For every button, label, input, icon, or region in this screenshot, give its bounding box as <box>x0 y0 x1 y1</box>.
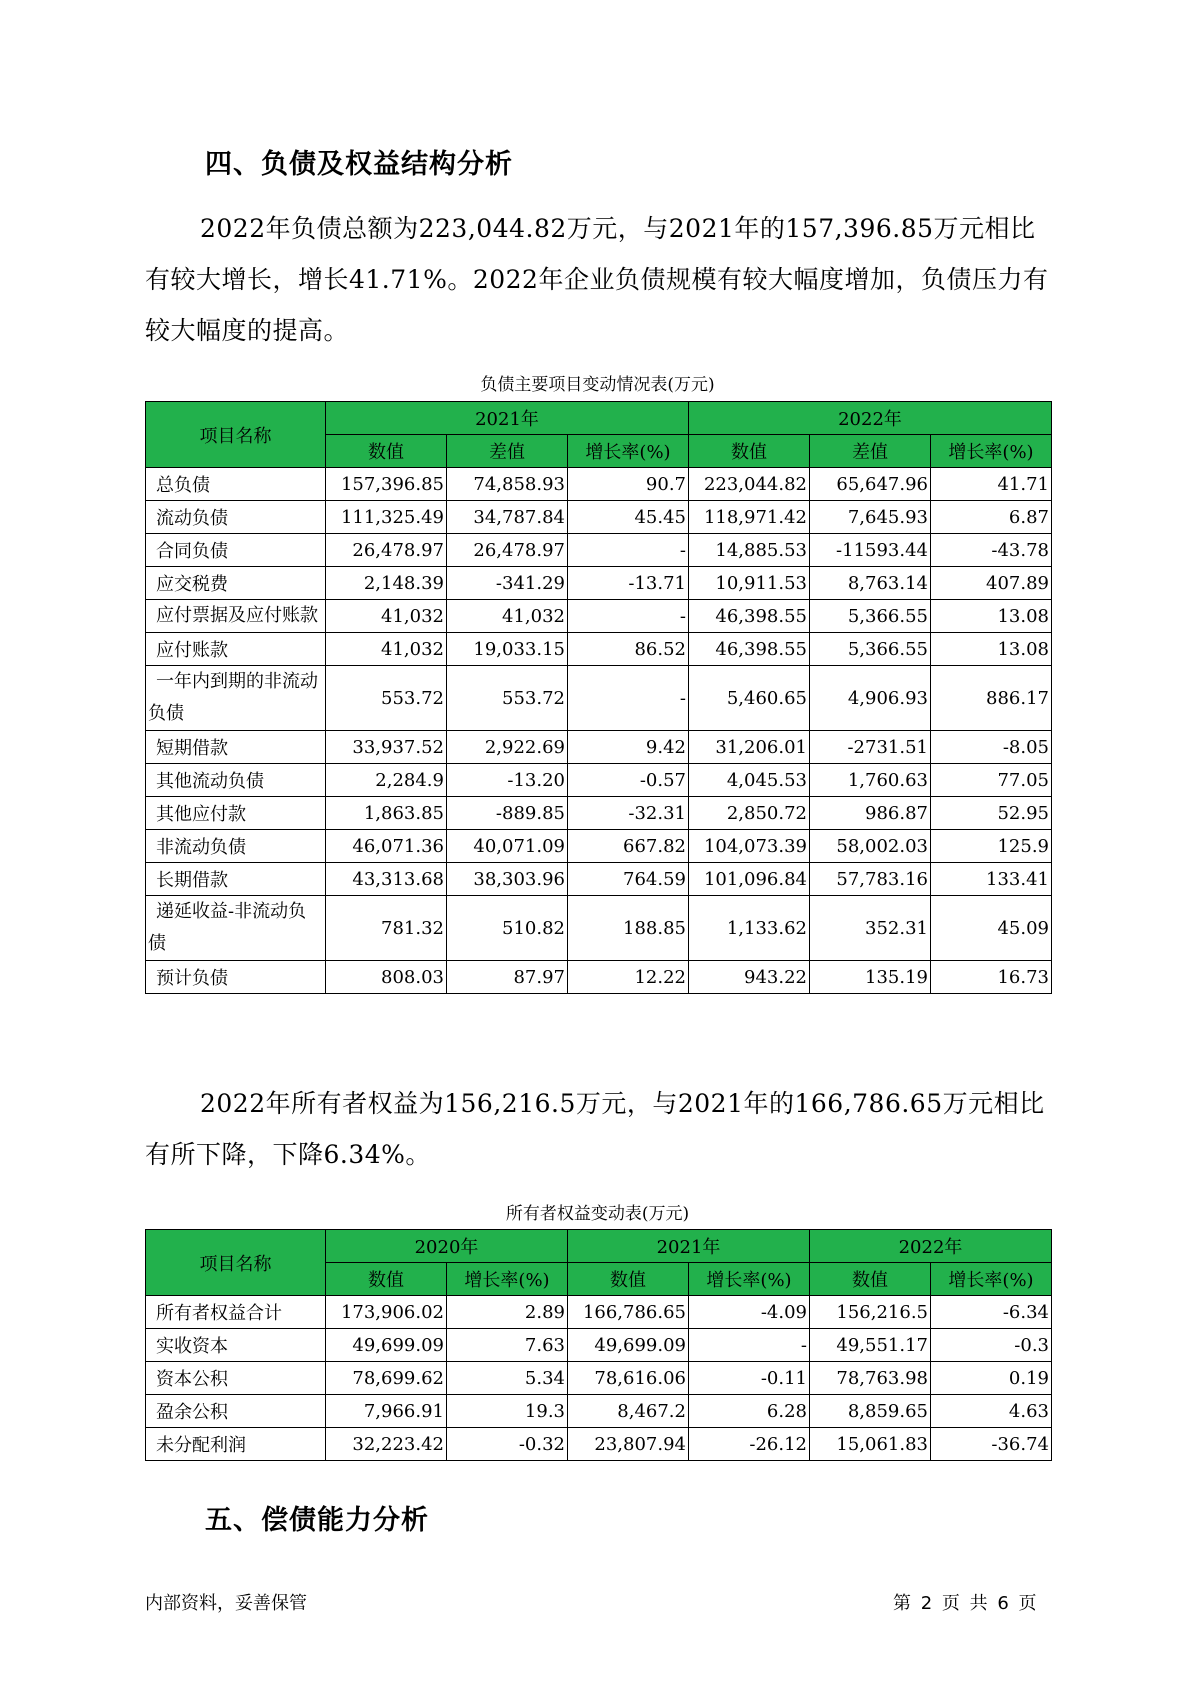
row-label: 实收资本 <box>146 1329 326 1362</box>
table-cell: 87.97 <box>447 961 568 994</box>
equity-table <box>145 1229 1052 1461</box>
table-cell: 133.41 <box>931 863 1052 896</box>
table-cell: 58,002.03 <box>810 830 931 863</box>
table-cell: 8,763.14 <box>810 567 931 600</box>
table-cell: -0.57 <box>568 764 689 797</box>
liability-table-body <box>146 468 1052 994</box>
table-cell: - <box>689 1329 810 1362</box>
table-row <box>146 1428 1052 1461</box>
table-row <box>146 1395 1052 1428</box>
table-cell: 166,786.65 <box>568 1296 689 1329</box>
table-cell: 2,922.69 <box>447 731 568 764</box>
table-cell: 23,807.94 <box>568 1428 689 1461</box>
row-label: 所有者权益合计 <box>146 1296 326 1329</box>
table-row <box>146 567 1052 600</box>
table-cell: 118,971.42 <box>689 501 810 534</box>
liability-table-caption: 负债主要项目变动情况表(万元) <box>480 375 715 395</box>
row-label: 总负债 <box>146 468 326 501</box>
table-cell: 510.82 <box>447 896 568 961</box>
table-cell: 12.22 <box>568 961 689 994</box>
table-row <box>146 961 1052 994</box>
table-cell: 4,045.53 <box>689 764 810 797</box>
table-cell: -13.71 <box>568 567 689 600</box>
table-cell: -341.29 <box>447 567 568 600</box>
table-cell: 49,699.09 <box>568 1329 689 1362</box>
table-row <box>146 501 1052 534</box>
table-row <box>146 863 1052 896</box>
table-cell: 1,133.62 <box>689 896 810 961</box>
table-cell: 13.08 <box>931 600 1052 633</box>
table-cell: 157,396.85 <box>326 468 447 501</box>
table-row <box>146 600 1052 633</box>
equity-table-caption: 所有者权益变动表(万元) <box>505 1204 690 1224</box>
section-heading: 五、偿债能力分析 <box>205 1505 429 1536</box>
table-cell: -36.74 <box>931 1428 1052 1461</box>
table-cell: 41,032 <box>326 633 447 666</box>
column-header: 数值 <box>326 1263 447 1296</box>
row-label: 合同负债 <box>146 534 326 567</box>
column-header: 差值 <box>447 435 568 468</box>
table-row <box>146 896 1052 961</box>
table-row <box>146 1362 1052 1395</box>
table-cell: 2.89 <box>447 1296 568 1329</box>
table-cell: 43,313.68 <box>326 863 447 896</box>
table-cell: 5,366.55 <box>810 633 931 666</box>
row-label: 一年内到期的非流动负债 <box>146 666 326 731</box>
table-cell: 45.09 <box>931 896 1052 961</box>
table-cell: 0.19 <box>931 1362 1052 1395</box>
table-cell: -8.05 <box>931 731 1052 764</box>
equity-summary-paragraph: 2022年所有者权益为156,216.5万元，与2021年的166,786.65万元相比有所下降，下降6.34%。 <box>145 1089 1045 1169</box>
table-cell: 101,096.84 <box>689 863 810 896</box>
table-cell: 45.45 <box>568 501 689 534</box>
column-header: 数值 <box>326 435 447 468</box>
liability-table <box>145 401 1052 994</box>
name-column-header: 项目名称 <box>146 402 326 468</box>
table-cell: 57,783.16 <box>810 863 931 896</box>
table-cell: 10,911.53 <box>689 567 810 600</box>
table-cell: 8,859.65 <box>810 1395 931 1428</box>
row-label: 其他应付款 <box>146 797 326 830</box>
table-cell: 2,284.9 <box>326 764 447 797</box>
table-cell: 78,699.62 <box>326 1362 447 1395</box>
table-cell: 46,398.55 <box>689 600 810 633</box>
year-header: 2022年 <box>689 402 1052 435</box>
table-cell: 5,460.65 <box>689 666 810 731</box>
table-cell: 26,478.97 <box>326 534 447 567</box>
footer-confidential-note: 内部资料，妥善保管 <box>145 1593 307 1614</box>
table-cell: 173,906.02 <box>326 1296 447 1329</box>
table-cell: -6.34 <box>931 1296 1052 1329</box>
column-header: 数值 <box>568 1263 689 1296</box>
year-header: 2021年 <box>326 402 689 435</box>
table-cell: 13.08 <box>931 633 1052 666</box>
table-cell: -2731.51 <box>810 731 931 764</box>
table-cell: 156,216.5 <box>810 1296 931 1329</box>
table-cell: 135.19 <box>810 961 931 994</box>
table-cell: - <box>568 666 689 731</box>
row-label: 应交税费 <box>146 567 326 600</box>
table-cell: 986.87 <box>810 797 931 830</box>
row-label: 递延收益-非流动负债 <box>146 896 326 961</box>
table-cell: 31,206.01 <box>689 731 810 764</box>
table-cell: 223,044.82 <box>689 468 810 501</box>
table-cell: 4,906.93 <box>810 666 931 731</box>
table-cell: -4.09 <box>689 1296 810 1329</box>
table-row <box>146 666 1052 731</box>
table-cell: -13.20 <box>447 764 568 797</box>
column-header: 增长率(%) <box>447 1263 568 1296</box>
column-header: 增长率(%) <box>931 435 1052 468</box>
table-row <box>146 764 1052 797</box>
column-header: 数值 <box>689 435 810 468</box>
table-cell: 553.72 <box>326 666 447 731</box>
table-cell: 943.22 <box>689 961 810 994</box>
table-cell: 41,032 <box>326 600 447 633</box>
column-header: 增长率(%) <box>931 1263 1052 1296</box>
column-header: 增长率(%) <box>689 1263 810 1296</box>
table-cell: 553.72 <box>447 666 568 731</box>
row-label: 短期借款 <box>146 731 326 764</box>
table-row <box>146 633 1052 666</box>
table-cell: -43.78 <box>931 534 1052 567</box>
table-cell: 78,763.98 <box>810 1362 931 1395</box>
table-cell: 5.34 <box>447 1362 568 1395</box>
table-cell: -0.3 <box>931 1329 1052 1362</box>
table-cell: 7,966.91 <box>326 1395 447 1428</box>
row-label: 预计负债 <box>146 961 326 994</box>
column-header: 增长率(%) <box>568 435 689 468</box>
row-label: 流动负债 <box>146 501 326 534</box>
table-cell: 46,071.36 <box>326 830 447 863</box>
table-cell: -26.12 <box>689 1428 810 1461</box>
table-cell: 65,647.96 <box>810 468 931 501</box>
name-column-header: 项目名称 <box>146 1230 326 1296</box>
table-cell: 7.63 <box>447 1329 568 1362</box>
table-cell: 2,850.72 <box>689 797 810 830</box>
row-label: 其他流动负债 <box>146 764 326 797</box>
equity-table-body <box>146 1296 1052 1461</box>
table-cell: 26,478.97 <box>447 534 568 567</box>
table-row <box>146 731 1052 764</box>
table-cell: 1,760.63 <box>810 764 931 797</box>
row-label: 长期借款 <box>146 863 326 896</box>
table-cell: 667.82 <box>568 830 689 863</box>
table-cell: 104,073.39 <box>689 830 810 863</box>
table-cell: 40,071.09 <box>447 830 568 863</box>
table-cell: -0.11 <box>689 1362 810 1395</box>
year-header: 2022年 <box>810 1230 1052 1263</box>
table-cell: 86.52 <box>568 633 689 666</box>
table-cell: -889.85 <box>447 797 568 830</box>
column-header: 数值 <box>810 1263 931 1296</box>
table-cell: 41,032 <box>447 600 568 633</box>
row-label: 非流动负债 <box>146 830 326 863</box>
table-cell: 188.85 <box>568 896 689 961</box>
table-cell: 52.95 <box>931 797 1052 830</box>
table-cell: - <box>568 600 689 633</box>
row-label: 盈余公积 <box>146 1395 326 1428</box>
table-cell: 49,699.09 <box>326 1329 447 1362</box>
table-cell: - <box>568 534 689 567</box>
table-cell: 16.73 <box>931 961 1052 994</box>
table-cell: 74,858.93 <box>447 468 568 501</box>
table-row <box>146 534 1052 567</box>
table-cell: 15,061.83 <box>810 1428 931 1461</box>
table-cell: 90.7 <box>568 468 689 501</box>
table-cell: 352.31 <box>810 896 931 961</box>
table-cell: 8,467.2 <box>568 1395 689 1428</box>
row-label: 应付账款 <box>146 633 326 666</box>
table-cell: 111,325.49 <box>326 501 447 534</box>
table-cell: 19,033.15 <box>447 633 568 666</box>
table-cell: 38,303.96 <box>447 863 568 896</box>
table-cell: 14,885.53 <box>689 534 810 567</box>
table-cell: 41.71 <box>931 468 1052 501</box>
table-cell: 49,551.17 <box>810 1329 931 1362</box>
table-row <box>146 1329 1052 1362</box>
table-cell: 6.87 <box>931 501 1052 534</box>
table-cell: 33,937.52 <box>326 731 447 764</box>
table-cell: 1,863.85 <box>326 797 447 830</box>
year-header: 2020年 <box>326 1230 568 1263</box>
table-cell: 781.32 <box>326 896 447 961</box>
table-cell: 78,616.06 <box>568 1362 689 1395</box>
table-cell: 34,787.84 <box>447 501 568 534</box>
table-cell: -32.31 <box>568 797 689 830</box>
table-cell: 125.9 <box>931 830 1052 863</box>
table-cell: 7,645.93 <box>810 501 931 534</box>
table-row <box>146 797 1052 830</box>
table-cell: 2,148.39 <box>326 567 447 600</box>
table-cell: 886.17 <box>931 666 1052 731</box>
table-cell: -0.32 <box>447 1428 568 1461</box>
column-header: 差值 <box>810 435 931 468</box>
table-cell: 764.59 <box>568 863 689 896</box>
table-cell: 407.89 <box>931 567 1052 600</box>
row-label: 应付票据及应付账款 <box>146 600 326 633</box>
section-heading: 四、负债及权益结构分析 <box>205 149 513 180</box>
row-label: 资本公积 <box>146 1362 326 1395</box>
table-cell: 32,223.42 <box>326 1428 447 1461</box>
row-label: 未分配利润 <box>146 1428 326 1461</box>
table-cell: -11593.44 <box>810 534 931 567</box>
page-number: 第 2 页 共 6 页 <box>893 1593 1037 1614</box>
table-cell: 808.03 <box>326 961 447 994</box>
year-header: 2021年 <box>568 1230 810 1263</box>
table-row <box>146 1296 1052 1329</box>
table-cell: 46,398.55 <box>689 633 810 666</box>
table-row <box>146 830 1052 863</box>
table-cell: 5,366.55 <box>810 600 931 633</box>
table-cell: 6.28 <box>689 1395 810 1428</box>
table-cell: 4.63 <box>931 1395 1052 1428</box>
table-cell: 9.42 <box>568 731 689 764</box>
liability-summary-paragraph: 2022年负债总额为223,044.82万元，与2021年的157,396.85万元相比有较大增长，增长41.71%。2022年企业负债规模有较大幅度增加，负债压力有较大幅度的提高。 <box>145 214 1049 345</box>
table-cell: 77.05 <box>931 764 1052 797</box>
table-cell: 19.3 <box>447 1395 568 1428</box>
table-row <box>146 468 1052 501</box>
